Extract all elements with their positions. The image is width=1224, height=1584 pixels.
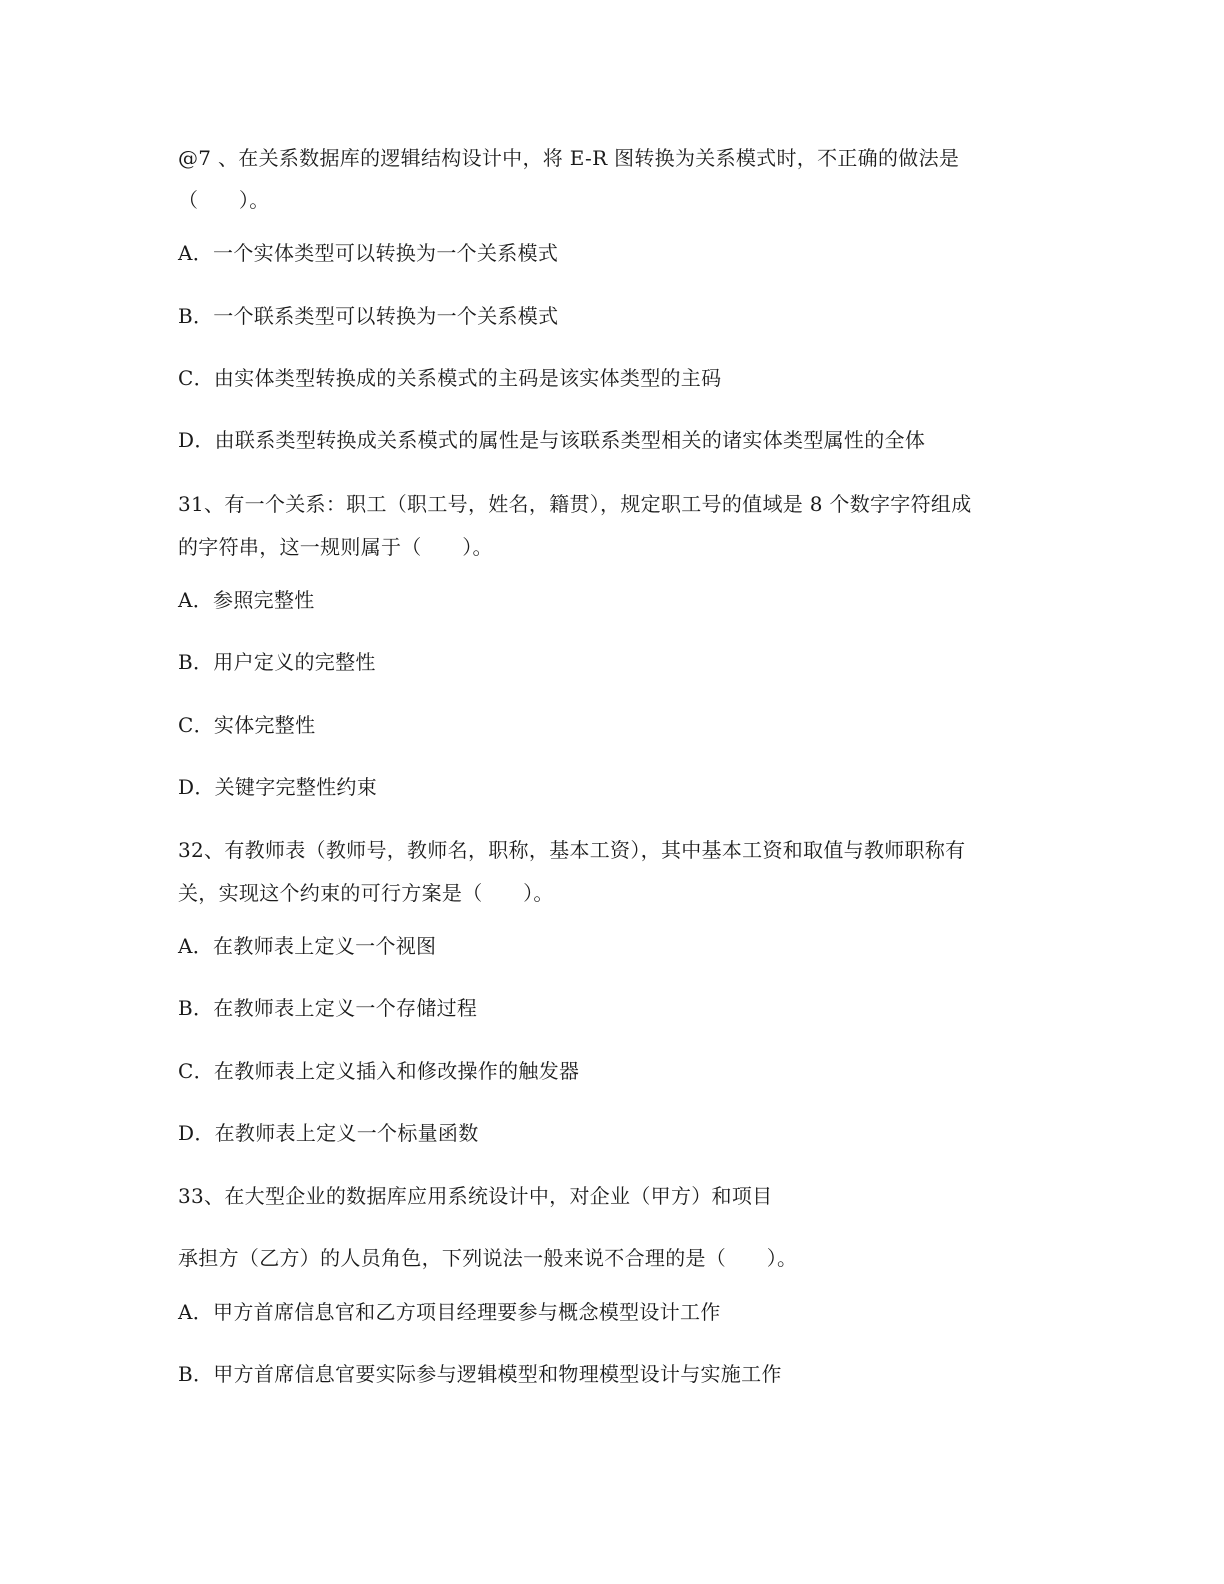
question-33-stem-line-2: 承担方（乙方）的人员角色，下列说法一般来说不合理的是（ ）。: [178, 1246, 798, 1270]
question-30-stem-line-2: （ ）。: [178, 188, 270, 212]
question-33-stem-line-1: 33、在大型企业的数据库应用系统设计中，对企业（甲方）和项目: [178, 1184, 773, 1208]
question-31-option-b: B．用户定义的完整性: [178, 650, 376, 674]
question-30-option-d: D．由联系类型转换成关系模式的属性是与该联系类型相关的诸实体类型属性的全体: [178, 428, 926, 452]
question-32-option-b: B．在教师表上定义一个存储过程: [178, 996, 478, 1020]
question-32-stem-line-2: 关，实现这个约束的可行方案是（ ）。: [178, 881, 554, 905]
question-31-option-c: C．实体完整性: [178, 713, 316, 737]
question-31-stem-line-1: 31、有一个关系：职工（职工号，姓名，籍贯），规定职工号的值域是 8 个数字字符组成: [178, 492, 972, 516]
question-32-option-d: D．在教师表上定义一个标量函数: [178, 1121, 479, 1145]
question-31-stem-line-2: 的字符串，这一规则属于（ ）。: [178, 535, 493, 559]
question-31-option-a: A．参照完整性: [178, 588, 315, 612]
question-30-option-c: C．由实体类型转换成的关系模式的主码是该实体类型的主码: [178, 366, 722, 390]
question-30-option-a: A．一个实体类型可以转换为一个关系模式: [178, 241, 559, 265]
question-30-option-b: B．一个联系类型可以转换为一个关系模式: [178, 304, 559, 328]
question-32-option-a: A．在教师表上定义一个视图: [178, 934, 437, 958]
question-33-option-b: B．甲方首席信息官要实际参与逻辑模型和物理模型设计与实施工作: [178, 1362, 782, 1386]
question-30-stem-line-1: @7 、在关系数据库的逻辑结构设计中，将 E-R 图转换为关系模式时，不正确的做法是: [178, 146, 960, 170]
question-32-option-c: C．在教师表上定义插入和修改操作的触发器: [178, 1059, 580, 1083]
question-33-option-a: A．甲方首席信息官和乙方项目经理要参与概念模型设计工作: [178, 1300, 721, 1324]
question-31-option-d: D．关键字完整性约束: [178, 775, 378, 799]
question-32-stem-line-1: 32、有教师表（教师号，教师名，职称，基本工资），其中基本工资和取值与教师职称有: [178, 838, 966, 862]
